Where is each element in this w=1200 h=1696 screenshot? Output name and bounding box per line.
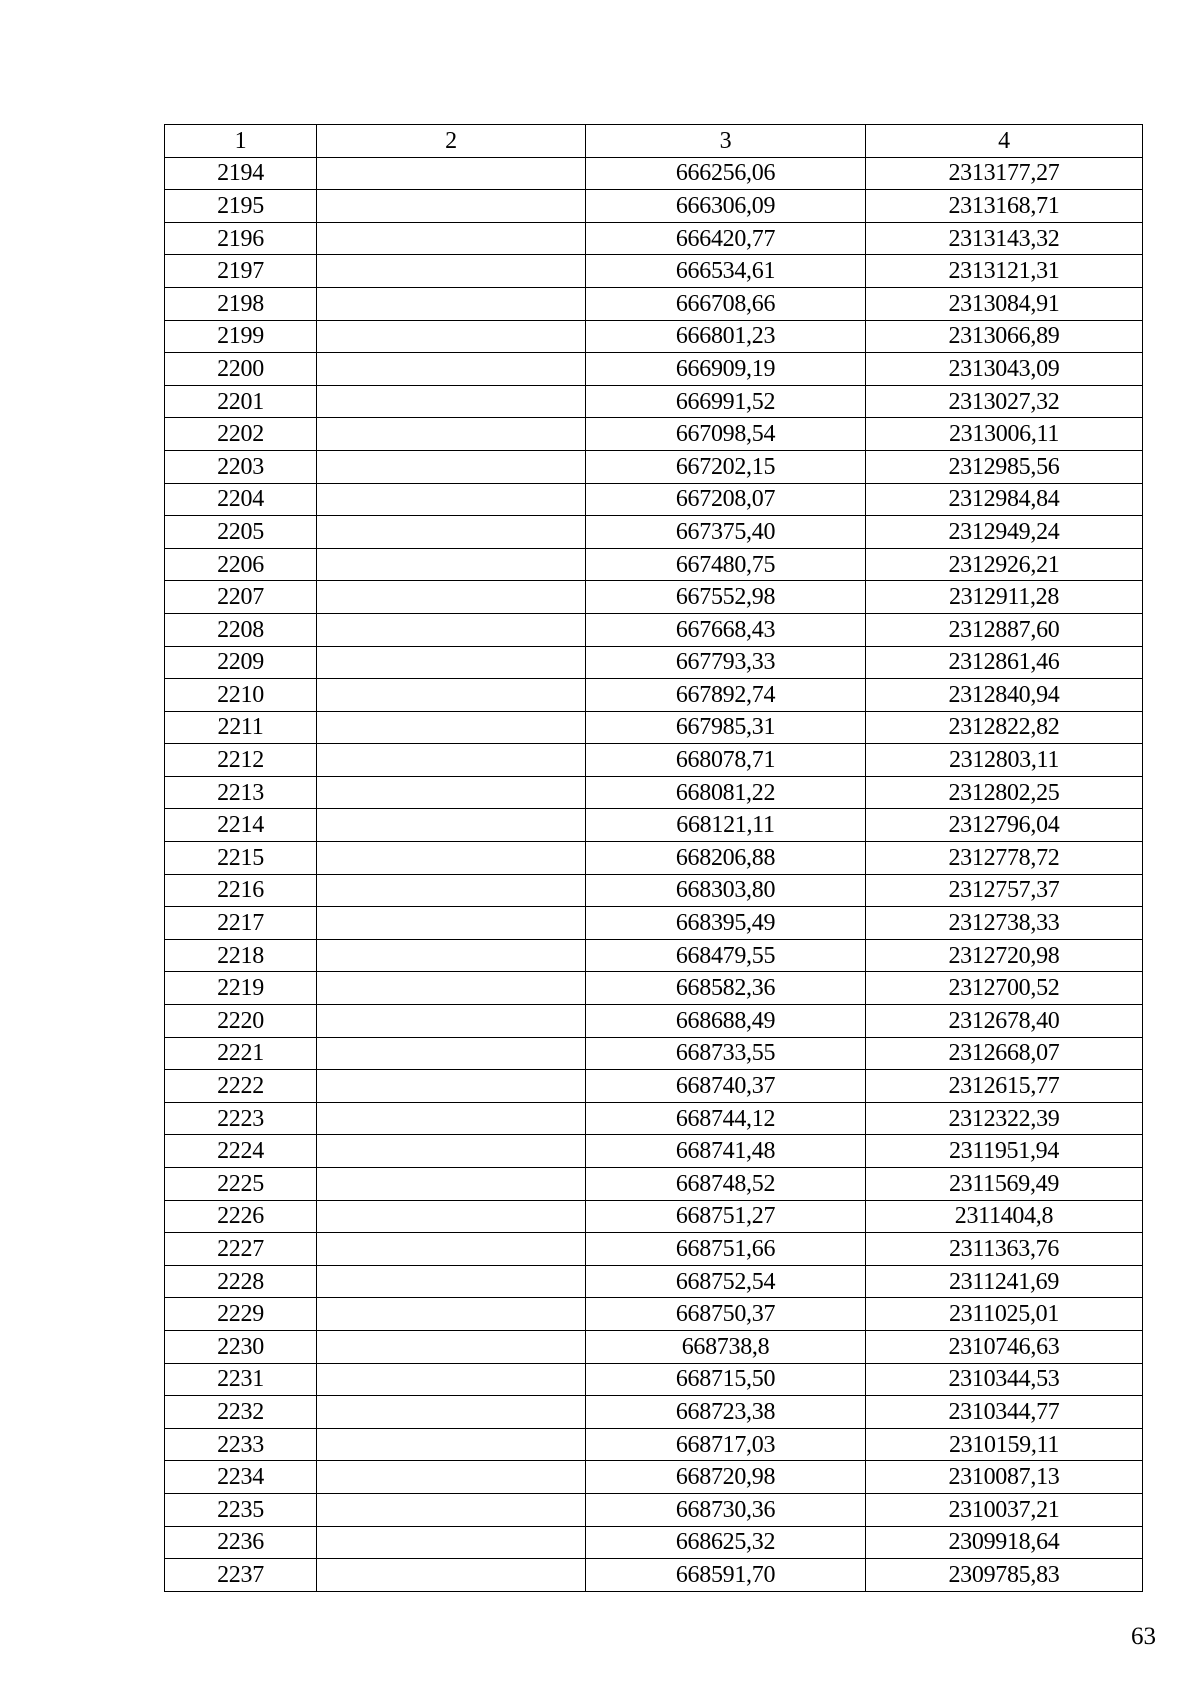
table-row xyxy=(165,450,1143,483)
point-number-cell: 2230 xyxy=(165,1330,317,1363)
point-number-cell: 2237 xyxy=(165,1559,317,1592)
empty-cell xyxy=(317,255,586,288)
x-coordinate-cell: 668730,36 xyxy=(586,1493,866,1526)
x-coordinate-cell: 668206,88 xyxy=(586,842,866,875)
x-coordinate-cell: 667985,31 xyxy=(586,711,866,744)
x-coordinate-cell: 668720,98 xyxy=(586,1461,866,1494)
empty-cell xyxy=(317,1363,586,1396)
y-coordinate-cell: 2311363,76 xyxy=(866,1233,1143,1266)
column-header-1: 1 xyxy=(165,125,317,158)
empty-cell xyxy=(317,353,586,386)
x-coordinate-cell: 667552,98 xyxy=(586,581,866,614)
point-number-cell: 2198 xyxy=(165,287,317,320)
empty-cell xyxy=(317,907,586,940)
point-number-cell: 2232 xyxy=(165,1396,317,1429)
y-coordinate-cell: 2310344,77 xyxy=(866,1396,1143,1429)
y-coordinate-cell: 2310087,13 xyxy=(866,1461,1143,1494)
empty-cell xyxy=(317,222,586,255)
table-row xyxy=(165,483,1143,516)
column-header-3: 3 xyxy=(586,125,866,158)
table-row xyxy=(165,776,1143,809)
table-row xyxy=(165,1265,1143,1298)
y-coordinate-cell: 2312796,04 xyxy=(866,809,1143,842)
point-number-cell: 2209 xyxy=(165,646,317,679)
empty-cell xyxy=(317,1200,586,1233)
empty-cell xyxy=(317,1005,586,1038)
x-coordinate-cell: 668717,03 xyxy=(586,1428,866,1461)
y-coordinate-cell: 2312720,98 xyxy=(866,939,1143,972)
empty-cell xyxy=(317,287,586,320)
y-coordinate-cell: 2313006,11 xyxy=(866,418,1143,451)
y-coordinate-cell: 2310746,63 xyxy=(866,1330,1143,1363)
y-coordinate-cell: 2311025,01 xyxy=(866,1298,1143,1331)
x-coordinate-cell: 666420,77 xyxy=(586,222,866,255)
x-coordinate-cell: 668748,52 xyxy=(586,1168,866,1201)
point-number-cell: 2223 xyxy=(165,1102,317,1135)
x-coordinate-cell: 668733,55 xyxy=(586,1037,866,1070)
y-coordinate-cell: 2313143,32 xyxy=(866,222,1143,255)
point-number-cell: 2216 xyxy=(165,874,317,907)
y-coordinate-cell: 2310037,21 xyxy=(866,1493,1143,1526)
x-coordinate-cell: 668303,80 xyxy=(586,874,866,907)
y-coordinate-cell: 2312861,46 xyxy=(866,646,1143,679)
empty-cell xyxy=(317,418,586,451)
y-coordinate-cell: 2311241,69 xyxy=(866,1265,1143,1298)
y-coordinate-cell: 2313121,31 xyxy=(866,255,1143,288)
y-coordinate-cell: 2312668,07 xyxy=(866,1037,1143,1070)
empty-cell xyxy=(317,711,586,744)
x-coordinate-cell: 666909,19 xyxy=(586,353,866,386)
point-number-cell: 2205 xyxy=(165,516,317,549)
x-coordinate-cell: 668479,55 xyxy=(586,939,866,972)
y-coordinate-cell: 2312887,60 xyxy=(866,613,1143,646)
table-row xyxy=(165,385,1143,418)
point-number-cell: 2229 xyxy=(165,1298,317,1331)
empty-cell xyxy=(317,1493,586,1526)
point-number-cell: 2231 xyxy=(165,1363,317,1396)
y-coordinate-cell: 2312802,25 xyxy=(866,776,1143,809)
point-number-cell: 2235 xyxy=(165,1493,317,1526)
y-coordinate-cell: 2312700,52 xyxy=(866,972,1143,1005)
y-coordinate-cell: 2312949,24 xyxy=(866,516,1143,549)
x-coordinate-cell: 668688,49 xyxy=(586,1005,866,1038)
point-number-cell: 2226 xyxy=(165,1200,317,1233)
table-row xyxy=(165,1298,1143,1331)
y-coordinate-cell: 2311951,94 xyxy=(866,1135,1143,1168)
point-number-cell: 2234 xyxy=(165,1461,317,1494)
empty-cell xyxy=(317,842,586,875)
x-coordinate-cell: 668723,38 xyxy=(586,1396,866,1429)
y-coordinate-cell: 2312822,82 xyxy=(866,711,1143,744)
y-coordinate-cell: 2312984,84 xyxy=(866,483,1143,516)
empty-cell xyxy=(317,385,586,418)
y-coordinate-cell: 2312322,39 xyxy=(866,1102,1143,1135)
table-row xyxy=(165,1070,1143,1103)
x-coordinate-cell: 667668,43 xyxy=(586,613,866,646)
point-number-cell: 2211 xyxy=(165,711,317,744)
empty-cell xyxy=(317,1102,586,1135)
table-row xyxy=(165,939,1143,972)
x-coordinate-cell: 666801,23 xyxy=(586,320,866,353)
table-row xyxy=(165,1363,1143,1396)
point-number-cell: 2212 xyxy=(165,744,317,777)
y-coordinate-cell: 2312985,56 xyxy=(866,450,1143,483)
empty-cell xyxy=(317,548,586,581)
table-row xyxy=(165,1037,1143,1070)
table-row xyxy=(165,1461,1143,1494)
empty-cell xyxy=(317,1070,586,1103)
x-coordinate-cell: 667098,54 xyxy=(586,418,866,451)
empty-cell xyxy=(317,972,586,1005)
empty-cell xyxy=(317,1396,586,1429)
y-coordinate-cell: 2313168,71 xyxy=(866,190,1143,223)
x-coordinate-cell: 666534,61 xyxy=(586,255,866,288)
point-number-cell: 2203 xyxy=(165,450,317,483)
x-coordinate-cell: 667793,33 xyxy=(586,646,866,679)
y-coordinate-cell: 2313177,27 xyxy=(866,157,1143,190)
empty-cell xyxy=(317,1526,586,1559)
y-coordinate-cell: 2312678,40 xyxy=(866,1005,1143,1038)
point-number-cell: 2200 xyxy=(165,353,317,386)
table-row xyxy=(165,1168,1143,1201)
y-coordinate-cell: 2313084,91 xyxy=(866,287,1143,320)
empty-cell xyxy=(317,776,586,809)
point-number-cell: 2197 xyxy=(165,255,317,288)
x-coordinate-cell: 667480,75 xyxy=(586,548,866,581)
table-row xyxy=(165,1330,1143,1363)
table-row xyxy=(165,353,1143,386)
empty-cell xyxy=(317,1559,586,1592)
y-coordinate-cell: 2311569,49 xyxy=(866,1168,1143,1201)
table-row xyxy=(165,418,1143,451)
x-coordinate-cell: 668625,32 xyxy=(586,1526,866,1559)
point-number-cell: 2201 xyxy=(165,385,317,418)
empty-cell xyxy=(317,1330,586,1363)
x-coordinate-cell: 668582,36 xyxy=(586,972,866,1005)
empty-cell xyxy=(317,1037,586,1070)
point-number-cell: 2207 xyxy=(165,581,317,614)
y-coordinate-cell: 2311404,8 xyxy=(866,1200,1143,1233)
y-coordinate-cell: 2313066,89 xyxy=(866,320,1143,353)
y-coordinate-cell: 2312911,28 xyxy=(866,581,1143,614)
x-coordinate-cell: 668121,11 xyxy=(586,809,866,842)
table-row xyxy=(165,907,1143,940)
table-row xyxy=(165,679,1143,712)
x-coordinate-cell: 667892,74 xyxy=(586,679,866,712)
empty-cell xyxy=(317,613,586,646)
x-coordinate-cell: 667202,15 xyxy=(586,450,866,483)
empty-cell xyxy=(317,1428,586,1461)
table-row xyxy=(165,190,1143,223)
empty-cell xyxy=(317,874,586,907)
point-number-cell: 2233 xyxy=(165,1428,317,1461)
table-row xyxy=(165,842,1143,875)
y-coordinate-cell: 2312615,77 xyxy=(866,1070,1143,1103)
x-coordinate-cell: 668591,70 xyxy=(586,1559,866,1592)
table-row xyxy=(165,516,1143,549)
empty-cell xyxy=(317,190,586,223)
table-row xyxy=(165,972,1143,1005)
point-number-cell: 2220 xyxy=(165,1005,317,1038)
y-coordinate-cell: 2313027,32 xyxy=(866,385,1143,418)
table-row xyxy=(165,1102,1143,1135)
point-number-cell: 2213 xyxy=(165,776,317,809)
table-row xyxy=(165,1396,1143,1429)
y-coordinate-cell: 2312757,37 xyxy=(866,874,1143,907)
x-coordinate-cell: 668751,27 xyxy=(586,1200,866,1233)
point-number-cell: 2199 xyxy=(165,320,317,353)
empty-cell xyxy=(317,516,586,549)
x-coordinate-cell: 668738,8 xyxy=(586,1330,866,1363)
empty-cell xyxy=(317,483,586,516)
y-coordinate-cell: 2309785,83 xyxy=(866,1559,1143,1592)
y-coordinate-cell: 2312926,21 xyxy=(866,548,1143,581)
table-row xyxy=(165,1200,1143,1233)
x-coordinate-cell: 668078,71 xyxy=(586,744,866,777)
column-header-4: 4 xyxy=(866,125,1143,158)
y-coordinate-cell: 2310344,53 xyxy=(866,1363,1143,1396)
point-number-cell: 2208 xyxy=(165,613,317,646)
point-number-cell: 2196 xyxy=(165,222,317,255)
y-coordinate-cell: 2309918,64 xyxy=(866,1526,1143,1559)
empty-cell xyxy=(317,450,586,483)
y-coordinate-cell: 2312778,72 xyxy=(866,842,1143,875)
point-number-cell: 2222 xyxy=(165,1070,317,1103)
empty-cell xyxy=(317,581,586,614)
y-coordinate-cell: 2312803,11 xyxy=(866,744,1143,777)
empty-cell xyxy=(317,1135,586,1168)
point-number-cell: 2228 xyxy=(165,1265,317,1298)
y-coordinate-cell: 2313043,09 xyxy=(866,353,1143,386)
point-number-cell: 2202 xyxy=(165,418,317,451)
point-number-cell: 2218 xyxy=(165,939,317,972)
table-row xyxy=(165,1233,1143,1266)
table-row xyxy=(165,874,1143,907)
empty-cell xyxy=(317,1265,586,1298)
x-coordinate-cell: 667208,07 xyxy=(586,483,866,516)
table-row xyxy=(165,711,1143,744)
empty-cell xyxy=(317,679,586,712)
point-number-cell: 2227 xyxy=(165,1233,317,1266)
point-number-cell: 2204 xyxy=(165,483,317,516)
table-row xyxy=(165,744,1143,777)
point-number-cell: 2221 xyxy=(165,1037,317,1070)
x-coordinate-cell: 666991,52 xyxy=(586,385,866,418)
x-coordinate-cell: 667375,40 xyxy=(586,516,866,549)
header-row xyxy=(165,125,1143,158)
point-number-cell: 2225 xyxy=(165,1168,317,1201)
point-number-cell: 2224 xyxy=(165,1135,317,1168)
table-row xyxy=(165,1428,1143,1461)
table-row xyxy=(165,222,1143,255)
empty-cell xyxy=(317,1168,586,1201)
table-row xyxy=(165,1493,1143,1526)
table-row xyxy=(165,1005,1143,1038)
point-number-cell: 2215 xyxy=(165,842,317,875)
empty-cell xyxy=(317,809,586,842)
empty-cell xyxy=(317,1298,586,1331)
table-row xyxy=(165,646,1143,679)
y-coordinate-cell: 2312840,94 xyxy=(866,679,1143,712)
point-number-cell: 2195 xyxy=(165,190,317,223)
x-coordinate-cell: 668744,12 xyxy=(586,1102,866,1135)
table-row xyxy=(165,613,1143,646)
column-header-2: 2 xyxy=(317,125,586,158)
table-row xyxy=(165,548,1143,581)
point-number-cell: 2236 xyxy=(165,1526,317,1559)
empty-cell xyxy=(317,744,586,777)
table-row xyxy=(165,157,1143,190)
table-row xyxy=(165,1559,1143,1592)
empty-cell xyxy=(317,646,586,679)
x-coordinate-cell: 668752,54 xyxy=(586,1265,866,1298)
x-coordinate-cell: 668750,37 xyxy=(586,1298,866,1331)
x-coordinate-cell: 668081,22 xyxy=(586,776,866,809)
table-row xyxy=(165,320,1143,353)
table-row xyxy=(165,287,1143,320)
point-number-cell: 2210 xyxy=(165,679,317,712)
point-number-cell: 2206 xyxy=(165,548,317,581)
empty-cell xyxy=(317,320,586,353)
coordinates-table xyxy=(164,124,1143,1592)
x-coordinate-cell: 666256,06 xyxy=(586,157,866,190)
x-coordinate-cell: 668751,66 xyxy=(586,1233,866,1266)
point-number-cell: 2194 xyxy=(165,157,317,190)
x-coordinate-cell: 666306,09 xyxy=(586,190,866,223)
point-number-cell: 2217 xyxy=(165,907,317,940)
table-row xyxy=(165,809,1143,842)
x-coordinate-cell: 668395,49 xyxy=(586,907,866,940)
empty-cell xyxy=(317,157,586,190)
x-coordinate-cell: 668741,48 xyxy=(586,1135,866,1168)
x-coordinate-cell: 668740,37 xyxy=(586,1070,866,1103)
empty-cell xyxy=(317,1233,586,1266)
y-coordinate-cell: 2310159,11 xyxy=(866,1428,1143,1461)
x-coordinate-cell: 668715,50 xyxy=(586,1363,866,1396)
page-number: 63 xyxy=(1131,1623,1156,1650)
table-body xyxy=(165,157,1143,1591)
table-header xyxy=(165,125,1143,158)
table-row xyxy=(165,255,1143,288)
point-number-cell: 2219 xyxy=(165,972,317,1005)
table-row xyxy=(165,1135,1143,1168)
point-number-cell: 2214 xyxy=(165,809,317,842)
table-row xyxy=(165,581,1143,614)
empty-cell xyxy=(317,939,586,972)
empty-cell xyxy=(317,1461,586,1494)
table-row xyxy=(165,1526,1143,1559)
x-coordinate-cell: 666708,66 xyxy=(586,287,866,320)
y-coordinate-cell: 2312738,33 xyxy=(866,907,1143,940)
